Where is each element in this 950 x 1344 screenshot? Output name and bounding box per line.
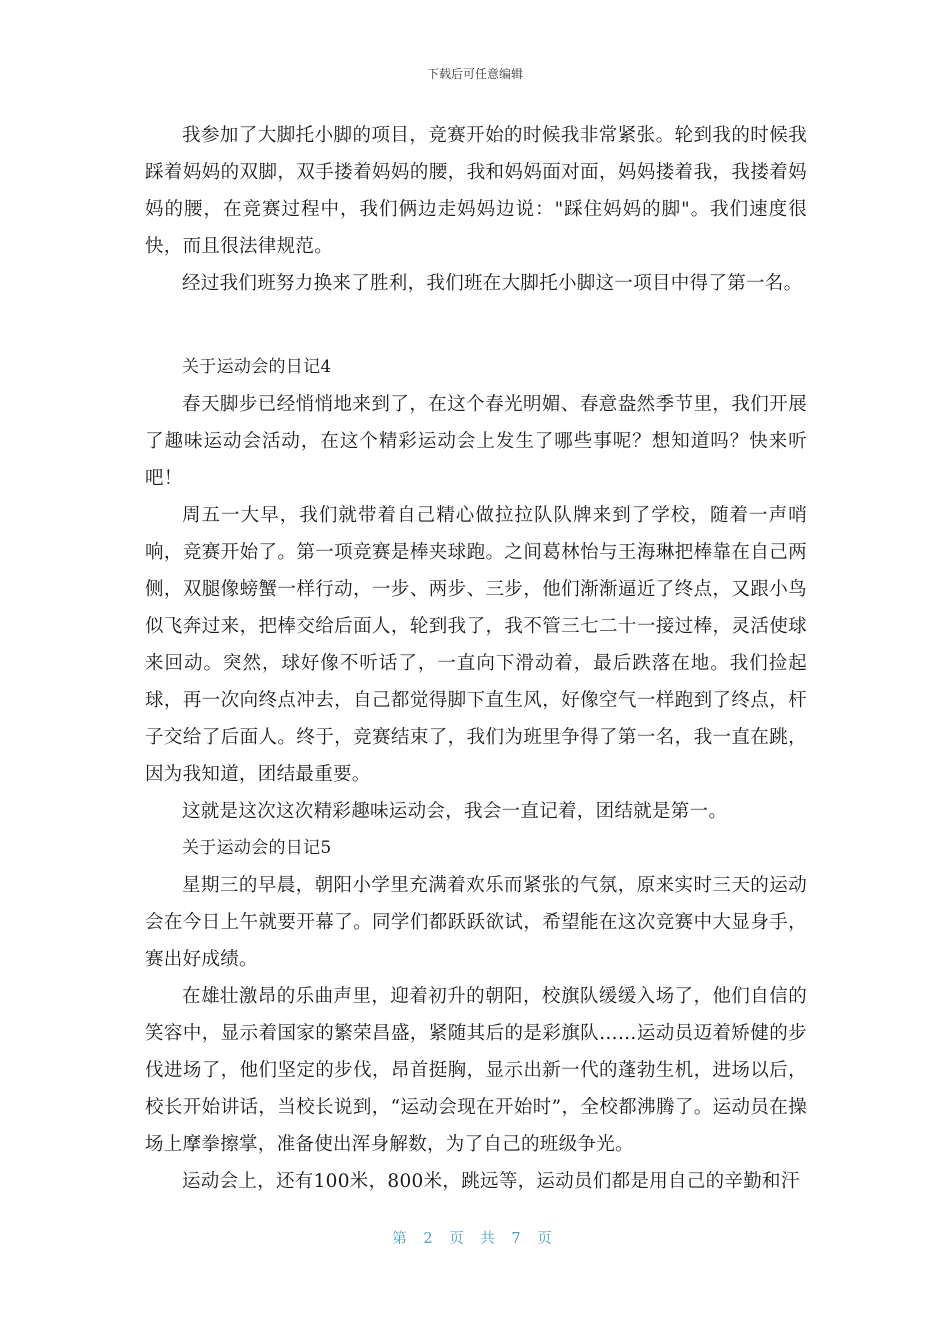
paragraph: 周五一大早，我们就带着自己精心做拉拉队队牌来到了学校，随着一声哨响，竞赛开始了。第一项竞赛是棒夹球跑。之间葛林怡与王海琳把棒靠在自己两侧，双腿像螃蟹一样行动，一步、两步、三步，他们渐渐逼近了终点，又跟小鸟似飞奔过来，把棒交给后面人，轮到我了，我不管三七二十一接过棒，灵活使球来回动。突然，球好像不听话了，一直向下滑动着，最后跌落在地。我们捡起球，再一次向终点冲去，自己都觉得脚下直生风，好像空气一样跑到了终点，杆子交给了后面人。终于，竞赛结束了，我们为班里争得了第一名，我一直在跳，因为我知道，团结最重要。 [145,505,807,785]
paragraph: 经过我们班努力换来了胜利，我们班在大脚托小脚这一项目中得了第一名。 [182,273,803,294]
paragraph: 这就是这次这次精彩趣味运动会，我会一直记着，团结就是第一。 [182,801,728,822]
document-body [145,117,807,1200]
section-heading: 关于运动会的日记5 [182,838,332,858]
paragraph: 春天脚步已经悄悄地来到了，在这个春光明媚、春意盎然季节里，我们开展了趣味运动会活动，在这个精彩运动会上发生了哪些事呢？想知道吗？快来听吧！ [145,394,807,489]
paragraph: 运动会上，还有100米，800米，跳远等，运动员们都是用自己的辛勤和汗 [182,1171,800,1192]
paragraph: 星期三的早晨，朝阳小学里充满着欢乐而紧张的气氛，原来实时三天的运动会在今日上午就要开幕了。同学们都跃跃欲试，希望能在这次竞赛中大显身手，赛出好成绩。 [145,875,807,970]
paragraph: 在雄壮激昂的乐曲声里，迎着初升的朝阳，校旗队缓缓入场了，他们自信的笑容中，显示着国家的繁荣昌盛，紧随其后的是彩旗队……运动员迈着矫健的步伐进场了，他们坚定的步伐，昂首挺胸，显示出新一代的蓬勃生机，进场以后，校长开始讲话，当校长说到，“运动会现在开始时”，全校都沸腾了。运动员在操场上摩拳擦掌，准备使出浑身解数，为了自己的班级争光。 [145,986,807,1155]
page-number: 第 2 页 共 7 页 [392,1231,558,1247]
paragraph: 我参加了大脚托小脚的项目，竞赛开始的时候我非常紧张。轮到我的时候我踩着妈妈的双脚，双手搂着妈妈的腰，我和妈妈面对面，妈妈搂着我，我搂着妈妈的腰，在竞赛过程中，我们俩边走妈妈边说："踩住妈妈的脚"。我们速度很快，而且很法律规范。 [145,125,807,257]
section-heading: 关于运动会的日记4 [182,357,332,377]
section-gap [145,302,807,349]
page-header: 下载后可任意编辑 [426,67,523,81]
